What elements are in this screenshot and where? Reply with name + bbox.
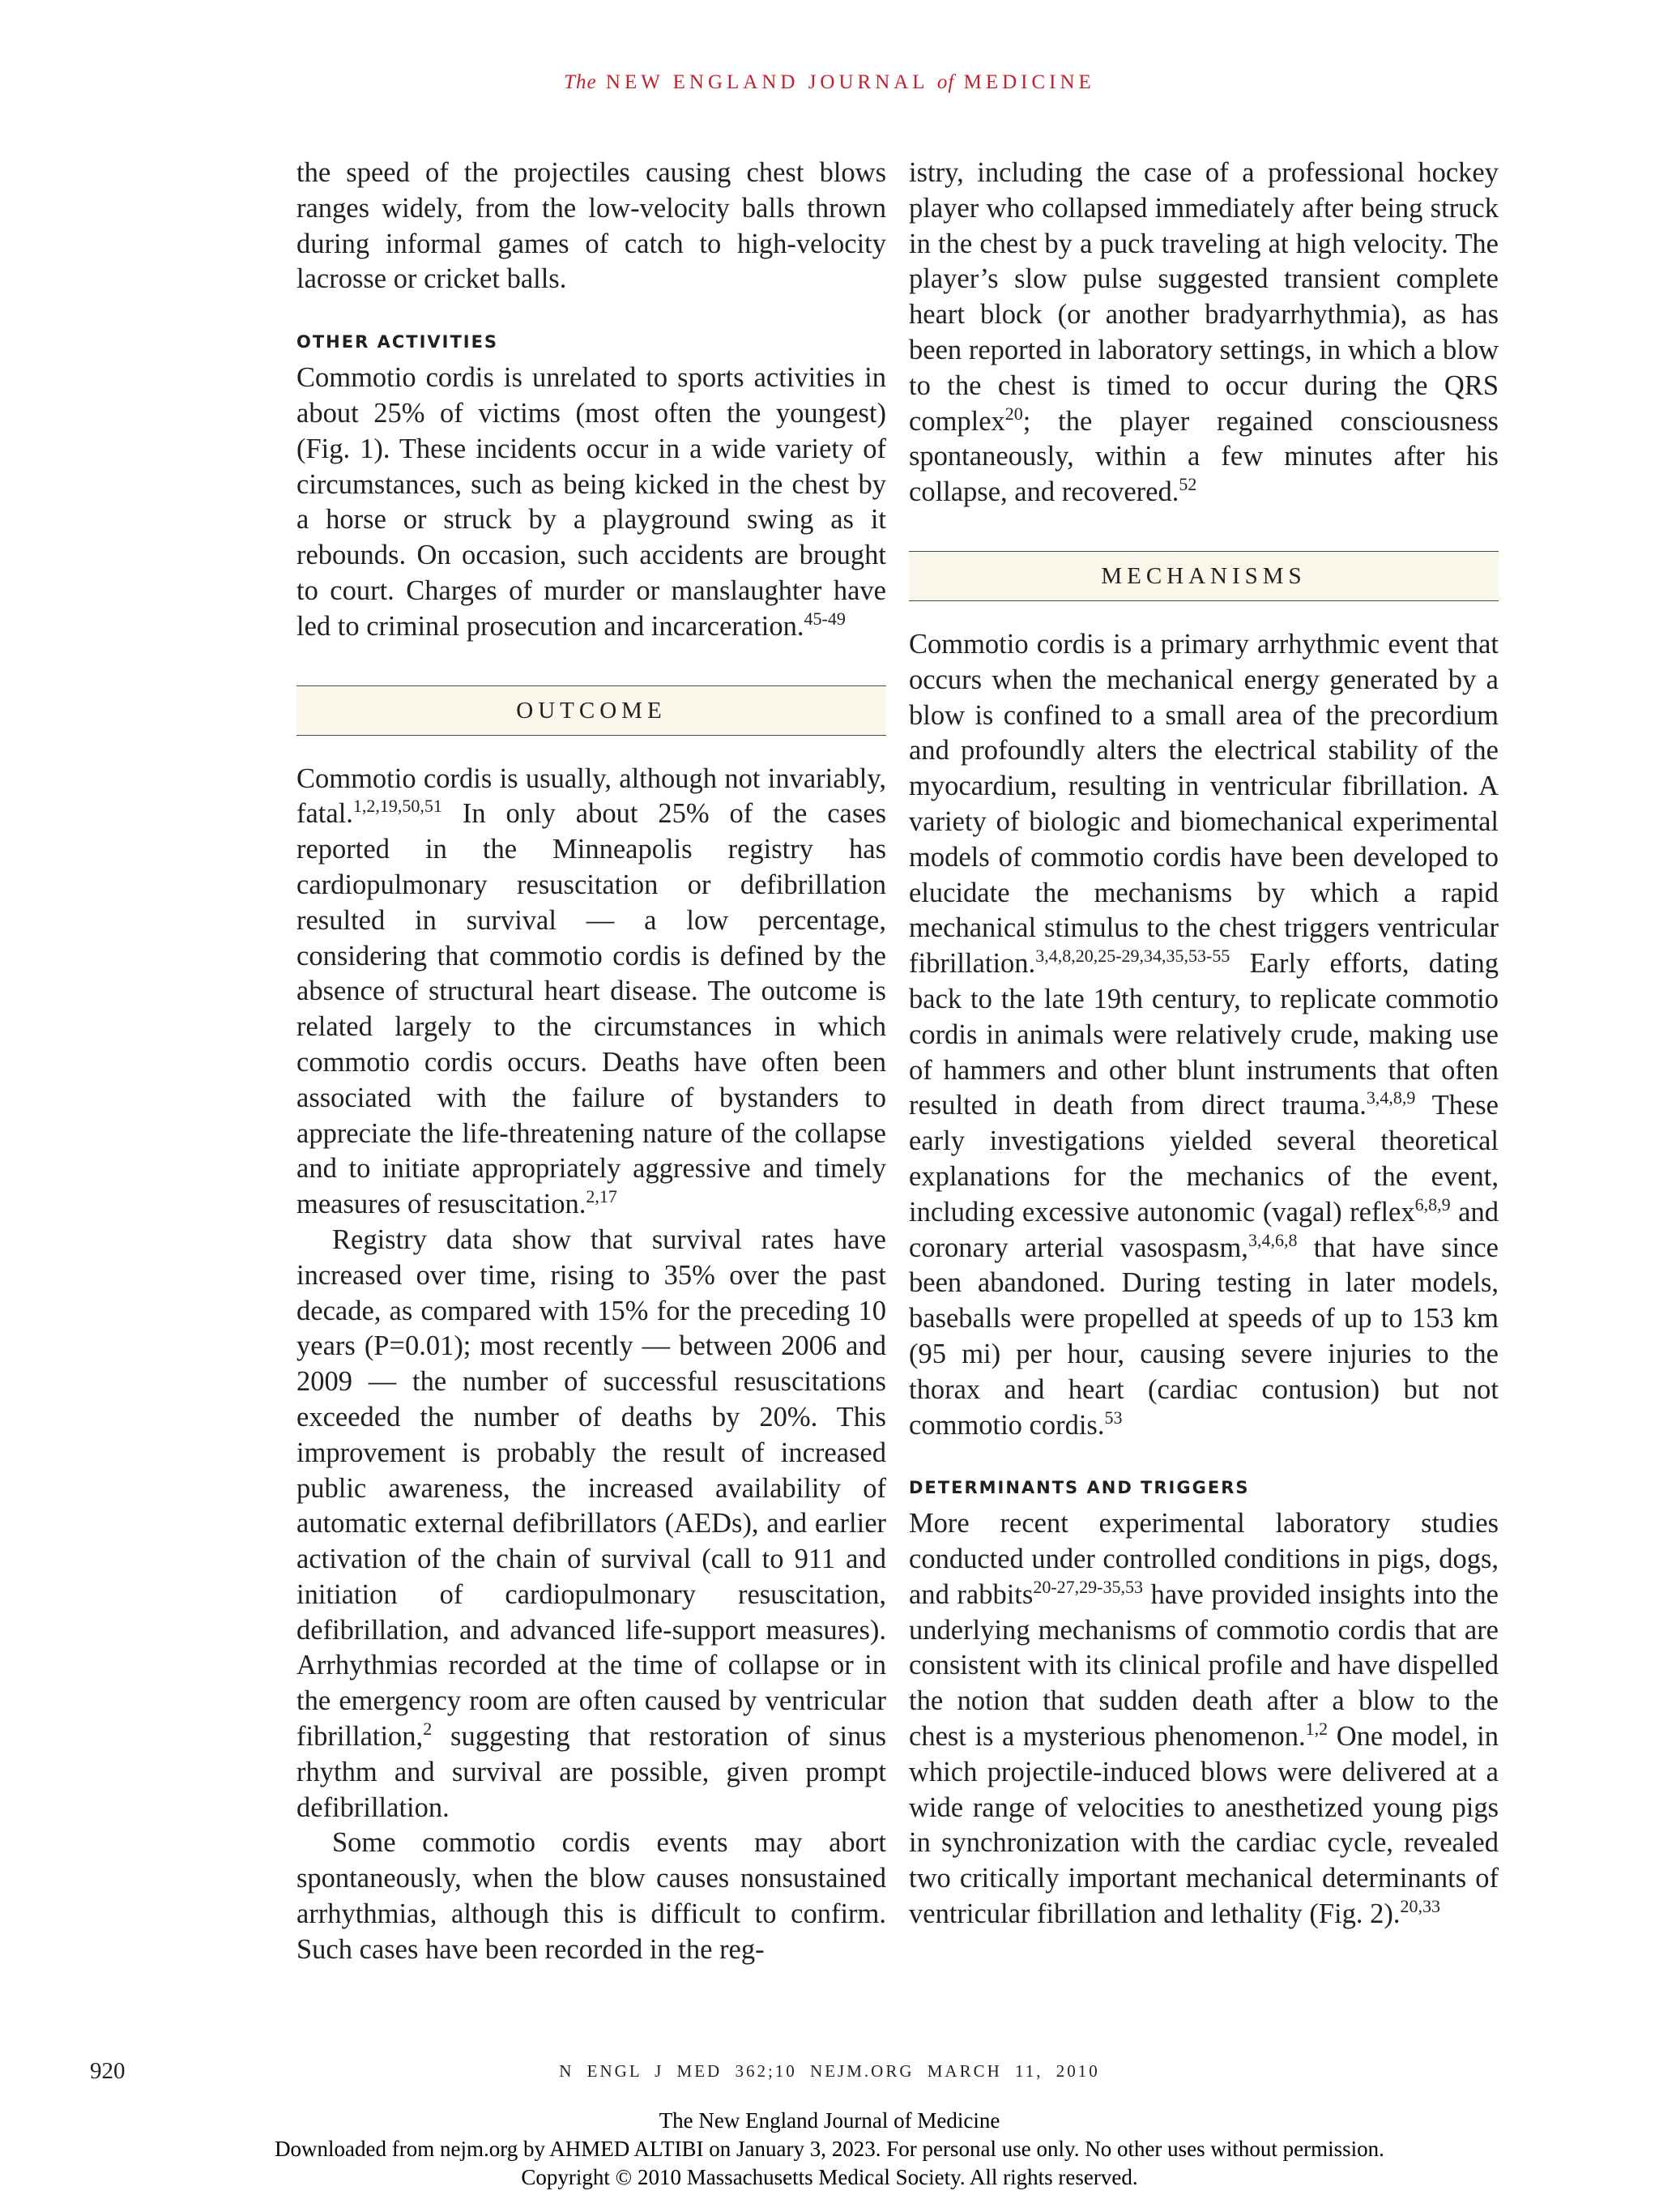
download-notice-copyright: Copyright © 2010 Massachusetts Medical Society. All rights reserved. (521, 2165, 1138, 2189)
running-head-new-england-journal: NEW ENGLAND JOURNAL (605, 71, 928, 93)
paragraph-mechanisms-text-c: These early investigations yielded several theoretical explanations for the mechanics of the event, including excessive autonomic (vagal) reflex (909, 1090, 1499, 1228)
section-heading-outcome: OUTCOME (296, 685, 886, 736)
paragraph-outcome-2 (296, 1223, 886, 1826)
paragraph-mechanisms (909, 627, 1499, 1443)
reference-superscript: 52 (1179, 474, 1197, 495)
right-column (909, 156, 1499, 1932)
reference-superscript: 3,4,6,8 (1247, 1229, 1298, 1250)
subhead-determinants-and-triggers: DETERMINANTS AND TRIGGERS (909, 1478, 1250, 1498)
paragraph-mechanisms-text-e: that have since been abandoned. During testing in later models, baseballs were propelled at speeds of up to 153 km (95 mi) per hour, causing severe injuries to the thorax and heart (cardiac contusion) but not commotio cordis. (909, 1232, 1499, 1441)
download-notice-downloaded: Downloaded from nejm.org by AHMED ALTIBI on January 3, 2023. For personal use only. No other uses without permission. (275, 2137, 1384, 2161)
download-notice (0, 2107, 1659, 2192)
running-head-medicine: MEDICINE (963, 71, 1095, 93)
running-head-the: The (564, 71, 597, 93)
reference-superscript: 20 (1004, 403, 1023, 424)
reference-superscript: 1,2 (1305, 1719, 1328, 1740)
paragraph-mechanisms-text-d: and coronary arterial vasospasm, (909, 1196, 1499, 1263)
reference-superscript: 53 (1104, 1407, 1123, 1428)
running-head-of: of (936, 71, 955, 93)
paragraph-continuation (909, 156, 1499, 510)
reference-superscript: 3,4,8,9 (1366, 1087, 1416, 1108)
reference-superscript: 2,17 (586, 1186, 617, 1207)
paragraph-determinants (909, 1506, 1499, 1932)
paragraph-intro (296, 156, 886, 297)
paragraph-other-activities (296, 361, 886, 644)
paragraph-outcome-1 (296, 762, 886, 1223)
reference-superscript: 3,4,8,20,25-29,34,35,53-55 (1035, 946, 1230, 967)
paragraph-outcome-1-text-a: Commotio cordis is usually, although not invariably, fatal. (296, 762, 886, 830)
footer-citation: N ENGL J MED 362;10 NEJM.ORG MARCH 11, 2010 (559, 2061, 1100, 2081)
paragraph-continuation-text-b: ; the player regained consciousness spontaneously, within a few minutes after his collapse, and recovered. (909, 405, 1499, 508)
reference-superscript: 20,33 (1400, 1896, 1440, 1917)
reference-superscript: 20-27,29-35,53 (1033, 1576, 1143, 1597)
paragraph-determinants-text-c: One model, in which projectile-induced blows were delivered at a wide range of velocities to anesthetized young pigs in synchronization with the cardiac cycle, revealed two critically important mechanical determinants of ventricular fibrillation and lethality (Fig. 2). (909, 1721, 1499, 1930)
paragraph-outcome-2-text-b: suggesting that restoration of sinus rhythm and survival are possible, given prompt defibrillation. (296, 1721, 886, 1823)
reference-superscript: 2 (423, 1719, 433, 1740)
download-notice-journal: The New England Journal of Medicine (659, 2108, 1000, 2133)
subhead-other-activities: OTHER ACTIVITIES (296, 332, 499, 352)
paragraph-outcome-3-text: Some commotio cordis events may abort spontaneously, when the blow causes nonsustained arrhythmias, although this is difficult to confirm. Such cases have been recorded in the reg- (296, 1827, 886, 1965)
paragraph-outcome-2-text-a: Registry data show that survival rates have increased over time, rising to 35% over the past decade, as compared with 15% for the preceding 10 years (P=0.01); most recently — between 2006 and 2009 — the number of successful resuscitations exceeded the number of deaths by 20%. This improvement is probably the result of increased public awareness, the increased availability of automatic external defibrillators (AEDs), and earlier activation of the chain of survival (call to 911 and initiation of cardiopulmonary resuscitation, defibrillation, and advanced life-support measures). Arrhythmias recorded at the time of collapse or in the emergency room are often caused by ventricular fibrillation, (296, 1223, 886, 1753)
paragraph-mechanisms-text-a: Commotio cordis is a primary arrhythmic event that occurs when the mechanical energy generated by a blow is confined to a small area of the precordium and profoundly alters the electrical stability of the myocardium, resulting in ventricular fibrillation. A variety of biologic and biomechanical experimental models of commotio cordis have been developed to elucidate the mechanisms by which a rapid mechanical stimulus to the chest triggers ventricular fibrillation. (909, 628, 1499, 980)
reference-superscript: 1,2,19,50,51 (352, 796, 442, 817)
journal-running-head (0, 71, 1659, 94)
section-heading-mechanisms: MECHANISMS (909, 551, 1499, 601)
reference-superscript: 6,8,9 (1414, 1194, 1451, 1215)
reference-superscript: 45-49 (804, 608, 846, 629)
left-column (296, 156, 886, 1968)
paragraph-outcome-1-text-b: In only about 25% of the cases reported in the Minneapolis registry has cardiopulmonary resuscitation or defibrillation resulted in survival — a low percentage, considering that commotio cordis is defined by the absence of structural heart disease. The outcome is related largely to the circumstances in which commotio cordis occurs. Deaths have often been associated with the failure of bystanders to appreciate the life-threatening nature of the collapse and to initiate appropriately aggressive and timely measures of resuscitation. (296, 798, 886, 1220)
paragraph-other-activities-text: Commotio cordis is unrelated to sports activities in about 25% of victims (most often the youngest) (Fig. 1). These incidents occur in a wide variety of circumstances, such as being kicked in the chest by a horse or struck by a playground swing as it rebounds. On occasion, such accidents are brought to court. Charges of murder or manslaughter have led to criminal prosecution and incarceration. (296, 362, 886, 642)
page-number: 920 (90, 2058, 126, 2084)
paragraph-intro-text: the speed of the projectiles causing chest blows ranges widely, from the low-velocity balls thrown during informal games of catch to high-velocity lacrosse or cricket balls. (296, 157, 886, 295)
paragraph-determinants-text-a: More recent experimental laboratory studies conducted under controlled conditions in pigs, dogs, and rabbits (909, 1508, 1499, 1610)
paragraph-mechanisms-text-b: Early efforts, dating back to the late 19th century, to replicate commotio cordis in animals were relatively crude, making use of hammers and other blunt instruments that often resulted in death from direct trauma. (909, 948, 1499, 1121)
paragraph-outcome-3 (296, 1826, 886, 1967)
paragraph-continuation-text-a: istry, including the case of a professional hockey player who collapsed immediately after being struck in the chest by a puck traveling at high velocity. The player’s slow pulse suggested transient complete heart block (or another bradyarrhythmia), as has been reported in laboratory settings, in which a blow to the chest is timed to occur during the QRS complex (909, 157, 1499, 437)
paragraph-determinants-text-b: have provided insights into the underlying mechanisms of commotio cordis that are consistent with its clinical profile and have dispelled the notion that sudden death after a blow to the chest is a mysterious phenomenon. (909, 1578, 1499, 1753)
